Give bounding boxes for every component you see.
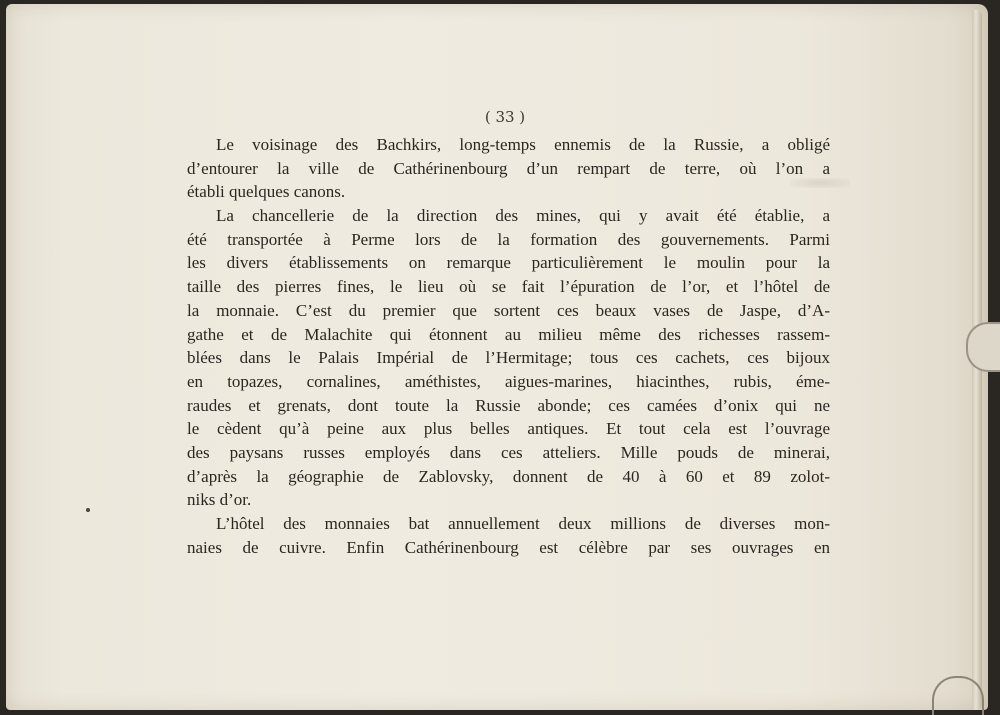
text-line: d’après la géographie de Zablovsky, donnent de 40 à 60 et 89 zolot- xyxy=(187,466,830,486)
text-line: les divers établissements on remarque particulièrement le moulin pour la xyxy=(187,253,830,273)
text-line: établi quelques canons. xyxy=(187,182,346,202)
text-line: Le voisinage des Bachkirs, long-temps ennemis de la Russie, a obligé xyxy=(216,135,830,154)
text-line: raudes et grenats, dont toute la Russie abonde; ces camées d’onix qui ne xyxy=(187,395,830,415)
text-line: La chancellerie de la direction des mines, qui y avait été établie, a xyxy=(216,206,830,226)
text-line: d’entourer la ville de Cathérinenbourg d’un rempart de terre, où l’on a xyxy=(187,158,830,178)
text-line: naies de cuivre. Enfin Cathérinenbourg est célèbre par ses ouvrages en xyxy=(187,537,830,557)
text-line: L’hôtel des monnaies bat annuellement deux millions de diverses mon- xyxy=(216,514,830,533)
body-text xyxy=(187,133,830,559)
text-line: taille des pierres fines, le lieu où se fait l’épuration de l’or, et l’hôtel de xyxy=(187,277,830,297)
text-line: blées dans le Palais Impérial de l’Hermitage; tous ces cachets, ces bijoux xyxy=(187,348,830,368)
binding-clip-icon xyxy=(966,322,1000,372)
ink-spot xyxy=(86,508,90,512)
page-number: ( 33 ) xyxy=(484,108,526,126)
text-line: des paysans russes employés dans ces atteliers. Mille pouds de minerai, xyxy=(187,442,830,462)
text-line: niks d’or. xyxy=(187,490,252,510)
text-line: été transportée à Perme lors de la formation des gouvernements. Parmi xyxy=(187,229,830,249)
text-line: en topazes, cornalines, améthistes, aigues-marines, hiacinthes, rubis, éme- xyxy=(187,371,830,391)
binding-ring-icon xyxy=(932,676,984,715)
text-line: le cèdent qu’à peine aux plus belles antiques. Et tout cela est l’ouvrage xyxy=(187,419,830,439)
text-line: la monnaie. C’est du premier que sortent ces beaux vases de Jaspe, d’A- xyxy=(187,300,830,320)
text-line: gathe et de Malachite qui étonnent au milieu même des richesses rassem- xyxy=(187,324,830,344)
